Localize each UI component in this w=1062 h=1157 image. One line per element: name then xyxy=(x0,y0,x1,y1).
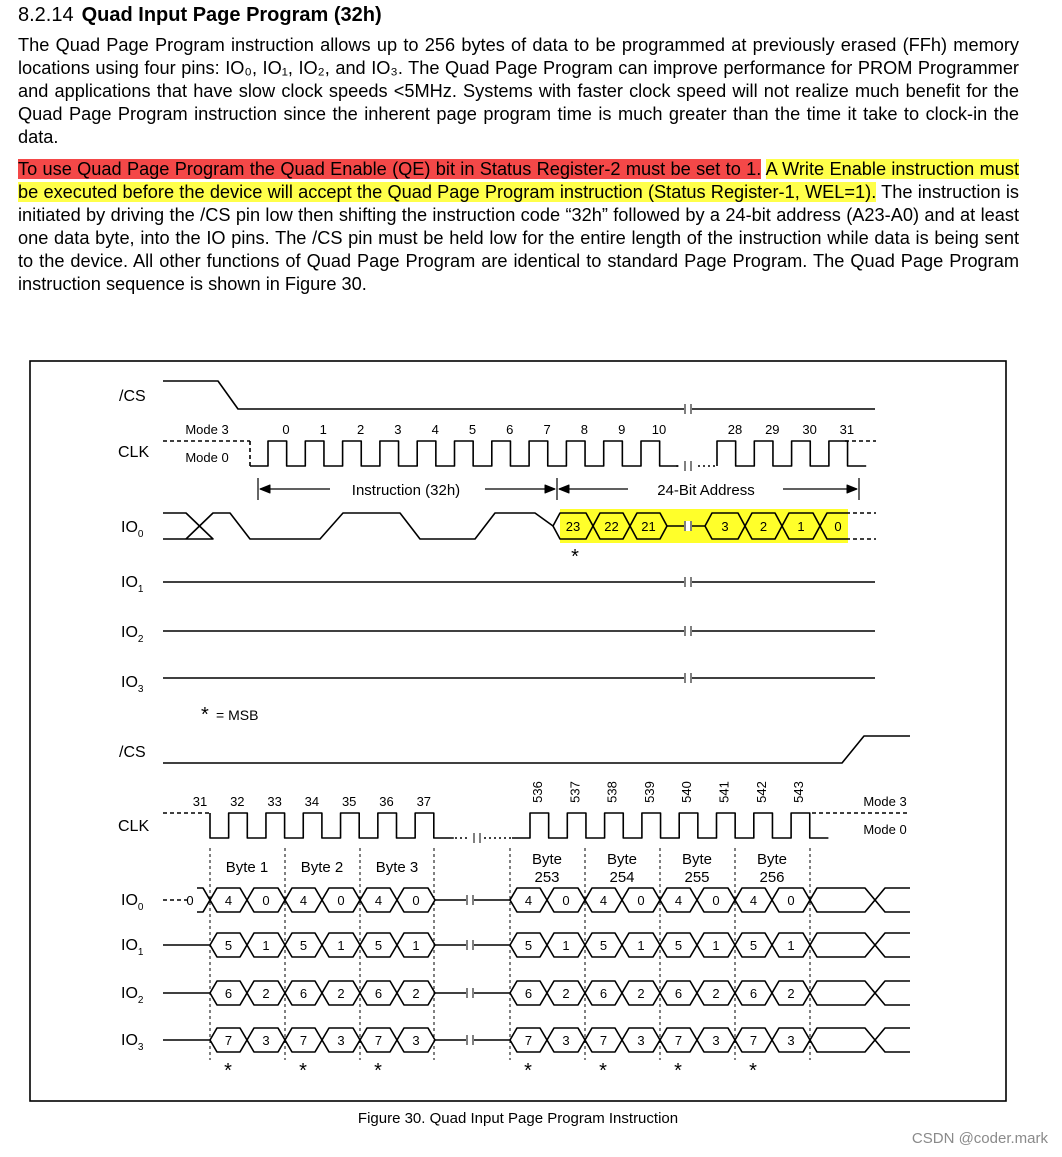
byte-label-line1: Byte xyxy=(606,851,638,868)
bus-nibble-high: 6 xyxy=(299,986,308,1001)
addr-bit-21: 21 xyxy=(641,519,656,534)
top-clock-number: 7 xyxy=(543,422,551,437)
bottom-clock-number-rotated: 539 xyxy=(641,781,657,803)
addr-bit-0: 0 xyxy=(834,519,842,534)
bus-nibble-high: 7 xyxy=(224,1033,233,1048)
top-clock-number: 5 xyxy=(468,422,477,437)
figure-caption: Figure 30. Quad Input Page Program Instruction xyxy=(357,1110,679,1127)
bottom-clock-number-rotated: 542 xyxy=(753,781,769,803)
io0-label-bottom: $IO_0$ xyxy=(121,892,144,913)
msb-note-text: = MSB xyxy=(216,707,259,723)
io2-label-top: $IO_2$ xyxy=(121,624,144,645)
io3-label-top: $IO_3$ xyxy=(121,674,144,695)
bus-nibble-low: 0 xyxy=(337,893,345,908)
intro-paragraph: The Quad Page Program instruction allows up to 256 bytes of data to be programmed at previously erased (FFh) memory locations using four pins: IO₀, IO₁, IO₂, and IO₃. The Quad Page Program can improve performance for PROM Programmer and applications that have slow clock speeds <5MHz. Systems with faster clock speed will not realize much benefit for the Quad Page Program instruction since the inherent page program time is much greater than the time it take to clock-in the data. xyxy=(18,35,1019,147)
top-clock-number: 6 xyxy=(506,422,514,437)
cs-label-top: /CS xyxy=(119,388,146,405)
bottom-clock-number-rotated: 541 xyxy=(716,781,732,803)
top-clock-number: 9 xyxy=(618,422,626,437)
byte-label-line1: Byte xyxy=(756,851,788,868)
top-clock-number: 31 xyxy=(839,422,855,437)
byte-label: Byte 1 xyxy=(225,859,269,876)
bus-nibble-high: 6 xyxy=(749,986,758,1001)
bus-nibble-high: 6 xyxy=(599,986,608,1001)
address-label: 24-Bit Address xyxy=(657,482,755,499)
cs-waveform-bottom xyxy=(163,736,910,763)
bus-tail-a xyxy=(810,1028,910,1052)
byte-label: Byte 3 xyxy=(375,859,419,876)
bus-nibble-low: 1 xyxy=(262,938,270,953)
bottom-clock-number-rotated: 543 xyxy=(791,781,807,803)
bus-nibble-high: 5 xyxy=(599,938,608,953)
clk-waveform-top-b xyxy=(717,441,866,466)
bus-tail-b xyxy=(810,888,910,912)
mode3-label-bottom: Mode 3 xyxy=(863,794,907,809)
byte-label-line2: 255 xyxy=(684,869,710,886)
red-highlighted-sentence: To use Quad Page Program the Quad Enable (QE) bit in Status Register-2 must be set to 1. xyxy=(18,159,762,179)
bus-nibble-high: 5 xyxy=(299,938,308,953)
bus-nibble-high: 5 xyxy=(224,938,233,953)
bus-nibble-low: 3 xyxy=(787,1033,795,1048)
cs-waveform-top xyxy=(163,381,875,409)
bus-nibble-low: 1 xyxy=(337,938,345,953)
arrowhead xyxy=(847,485,857,493)
bus-nibble-high: 7 xyxy=(599,1033,608,1048)
figure-frame xyxy=(30,361,1006,1101)
bus-nibble-high: 5 xyxy=(749,938,758,953)
bus-nibble-low: 1 xyxy=(637,938,645,953)
addr-bit-23: 23 xyxy=(565,519,581,534)
bus-nibble-low: 0 xyxy=(637,893,645,908)
leading-bit: 0 xyxy=(186,893,194,908)
bottom-clock-number: 33 xyxy=(267,794,282,809)
yellow-highlighted-sentence: A Write Enable instruction must be executed before the device will accept the Quad Page Program instruction (Status Register-1, WEL=1). xyxy=(18,159,1019,202)
bottom-clock-number: 36 xyxy=(379,794,394,809)
bottom-clock-number-rotated: 538 xyxy=(604,781,620,803)
top-clock-number: 0 xyxy=(282,422,290,437)
top-clock-number: 10 xyxy=(651,422,667,437)
io0-top-instruction xyxy=(186,513,553,539)
top-clock-number: 8 xyxy=(580,422,589,437)
top-clock-number: 29 xyxy=(765,422,780,437)
bus-tail-a xyxy=(810,981,910,1005)
bus-nibble-high: 6 xyxy=(374,986,383,1001)
bus-nibble-high: 7 xyxy=(374,1033,383,1048)
mode0-label-top: Mode 0 xyxy=(185,450,229,465)
clk-label-bottom: CLK xyxy=(118,818,150,835)
clk-waveform-bottom-a xyxy=(210,813,454,838)
io3-label-bottom: $IO_3$ xyxy=(121,1032,144,1053)
bus-nibble-high: 5 xyxy=(374,938,383,953)
bottom-clock-number: 37 xyxy=(416,794,432,809)
bus-nibble-high: 7 xyxy=(524,1033,533,1048)
byte-label-line2: 256 xyxy=(759,869,785,886)
bus-nibble-low: 0 xyxy=(562,893,570,908)
addr-bit-22: 22 xyxy=(604,519,619,534)
addr-bit-2: 2 xyxy=(759,519,768,534)
bus-nibble-high: 4 xyxy=(524,893,533,908)
io0-top-start xyxy=(163,513,213,539)
bus-nibble-low: 3 xyxy=(712,1033,720,1048)
top-clock-number: 1 xyxy=(319,422,327,437)
byte-label-line1: Byte xyxy=(531,851,563,868)
bus-nibble-low: 1 xyxy=(412,938,420,953)
bottom-clock-number: 34 xyxy=(304,794,320,809)
arrowhead xyxy=(545,485,555,493)
addr-bit-1: 1 xyxy=(797,519,805,534)
cs-label-bottom: /CS xyxy=(119,744,146,761)
bus-nibble-high: 4 xyxy=(299,893,308,908)
bus-nibble-high: 5 xyxy=(524,938,533,953)
bottom-clock-number-rotated: 540 xyxy=(679,781,695,803)
bottom-clock-number-rotated: 537 xyxy=(567,781,583,803)
bus-nibble-low: 2 xyxy=(637,986,645,1001)
bus-nibble-low: 3 xyxy=(562,1033,570,1048)
msb-asterisk-bottom: * xyxy=(374,1060,382,1082)
bottom-clock-number: 31 xyxy=(192,794,208,809)
byte-label: Byte 2 xyxy=(300,859,344,876)
arrowhead xyxy=(559,485,569,493)
bus-nibble-low: 2 xyxy=(337,986,345,1001)
bus-nibble-high: 7 xyxy=(299,1033,308,1048)
bus-nibble-low: 3 xyxy=(412,1033,420,1048)
bus-nibble-low: 3 xyxy=(262,1033,270,1048)
bus-nibble-low: 1 xyxy=(787,938,795,953)
mode3-label-top: Mode 3 xyxy=(185,422,229,437)
byte-label-line2: 254 xyxy=(609,869,635,886)
msb-asterisk-bottom: * xyxy=(674,1060,682,1082)
bus-nibble-low: 3 xyxy=(637,1033,645,1048)
io2-label-bottom: $IO_2$ xyxy=(121,985,144,1006)
top-clock-number: 4 xyxy=(431,422,439,437)
bus-nibble-low: 2 xyxy=(787,986,795,1001)
bus-nibble-high: 7 xyxy=(749,1033,758,1048)
bus-nibble-low: 2 xyxy=(262,986,270,1001)
arrowhead xyxy=(260,485,270,493)
bus-nibble-high: 5 xyxy=(674,938,683,953)
bottom-clock-number-rotated: 536 xyxy=(530,781,545,803)
bus-nibble-high: 4 xyxy=(599,893,608,908)
clk-label-top: CLK xyxy=(118,444,150,461)
bus-nibble-high: 6 xyxy=(524,986,533,1001)
bus-nibble-high: 4 xyxy=(224,893,233,908)
bus-nibble-low: 0 xyxy=(712,893,720,908)
bus-nibble-high: 7 xyxy=(674,1033,683,1048)
leading-bit-shape xyxy=(197,888,210,912)
bus-nibble-high: 4 xyxy=(749,893,758,908)
section-number: 8.2.14 xyxy=(18,4,74,26)
section-title: Quad Input Page Program (32h) xyxy=(81,4,382,26)
bus-nibble-high: 6 xyxy=(224,986,233,1001)
watermark: CSDN @coder.mark xyxy=(911,1130,1048,1147)
io1-label-top: $IO_1$ xyxy=(121,574,144,595)
bus-nibble-low: 3 xyxy=(337,1033,345,1048)
bus-tail-a xyxy=(810,933,910,957)
bus-tail-b xyxy=(810,933,910,957)
clk-waveform-bottom-b xyxy=(512,813,828,838)
msb-note-asterisk: * xyxy=(201,704,209,726)
top-clock-number: 28 xyxy=(727,422,743,437)
bus-nibble-low: 2 xyxy=(712,986,720,1001)
bus-nibble-low: 0 xyxy=(787,893,795,908)
bus-nibble-low: 2 xyxy=(562,986,570,1001)
msb-asterisk-bottom: * xyxy=(749,1060,757,1082)
bus-nibble-low: 1 xyxy=(712,938,720,953)
bus-nibble-low: 2 xyxy=(412,986,420,1001)
bus-nibble-high: 4 xyxy=(674,893,683,908)
bottom-clock-number: 35 xyxy=(341,794,357,809)
bus-nibble-high: 6 xyxy=(674,986,683,1001)
byte-label-line1: Byte xyxy=(681,851,713,868)
mode0-label-bottom: Mode 0 xyxy=(863,822,907,837)
msb-asterisk-bottom: * xyxy=(224,1060,232,1082)
bus-tail-a xyxy=(810,888,910,912)
msb-asterisk-top: * xyxy=(571,546,579,568)
bus-nibble-high: 4 xyxy=(374,893,383,908)
paragraph-rest: The instruction is initiated by driving the /CS pin low then shifting the instruction code “32h” followed by a 24-bit address (A23-A0) and at least one data byte, into the IO pins. The /CS pin must be held low for the entire length of the instruction while data is being sent to the device. All other functions of Quad Page Program are identical to standard Page Program. The Quad Page Program instruction sequence is shown in Figure 30. xyxy=(18,182,1019,294)
top-clock-number: 2 xyxy=(356,422,365,437)
clk-waveform-top-a xyxy=(250,441,678,466)
msb-asterisk-bottom: * xyxy=(299,1060,307,1082)
msb-asterisk-bottom: * xyxy=(524,1060,532,1082)
bus-nibble-low: 1 xyxy=(562,938,570,953)
bus-nibble-low: 0 xyxy=(262,893,270,908)
byte-label-line2: 253 xyxy=(534,869,560,886)
bottom-clock-number: 32 xyxy=(230,794,245,809)
msb-asterisk-bottom: * xyxy=(599,1060,607,1082)
top-clock-number: 30 xyxy=(802,422,817,437)
top-clock-number: 3 xyxy=(394,422,402,437)
addr-bit-3: 3 xyxy=(721,519,729,534)
io0-label-top: $IO_0$ xyxy=(121,519,144,540)
bus-tail-b xyxy=(810,1028,910,1052)
bus-nibble-low: 0 xyxy=(412,893,420,908)
io1-label-bottom: $IO_1$ xyxy=(121,937,144,958)
instruction-label: Instruction (32h) xyxy=(351,482,461,499)
bus-tail-b xyxy=(810,981,910,1005)
